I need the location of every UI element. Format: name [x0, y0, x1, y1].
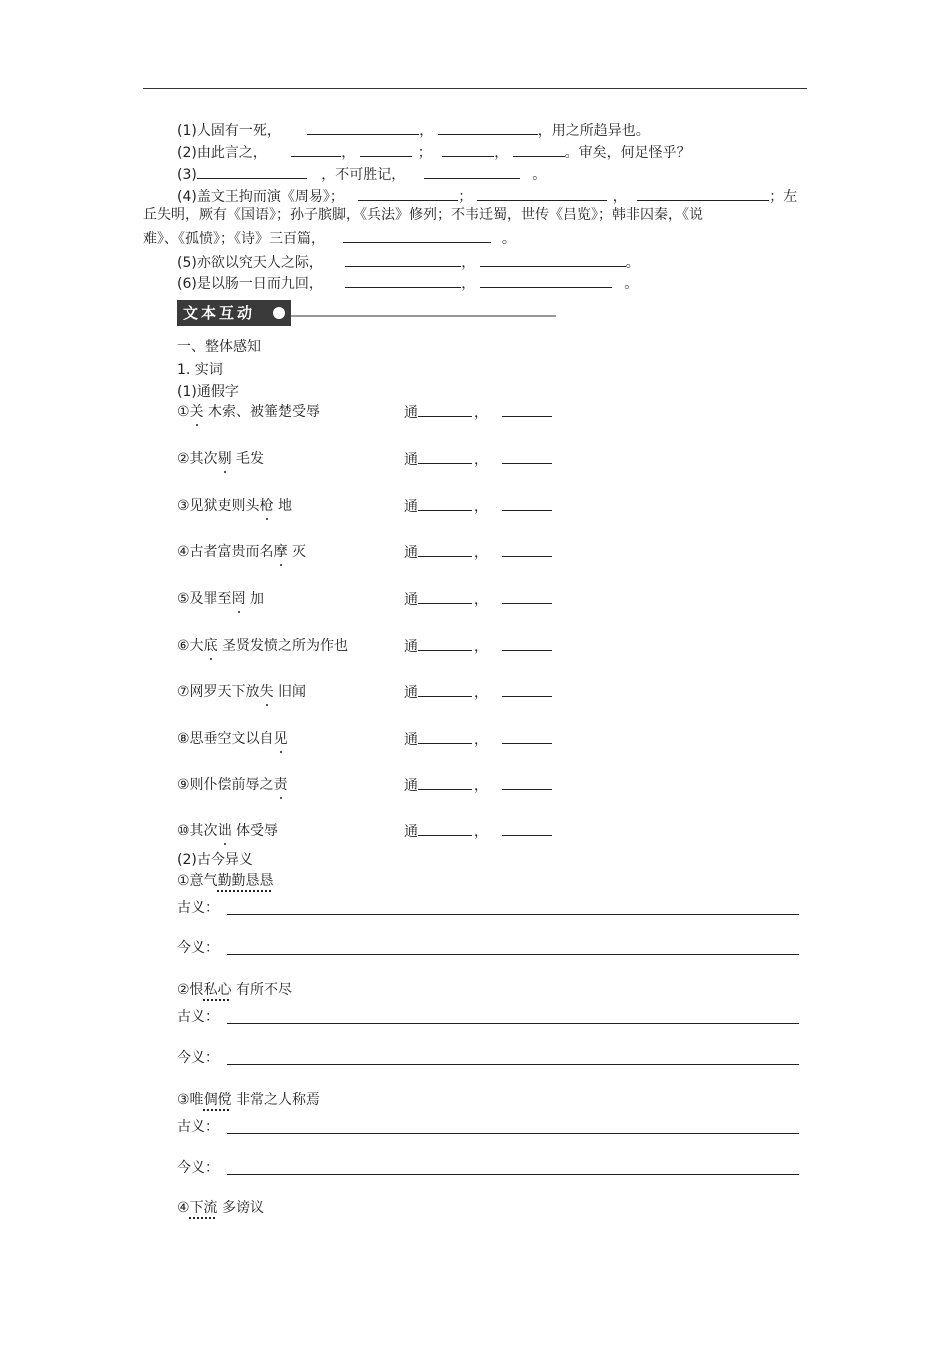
tongjia-item: [177, 729, 288, 749]
gu-label: 古义：: [177, 900, 219, 916]
jin-label: 今义：: [177, 940, 219, 956]
blank[interactable]: [418, 402, 472, 417]
tong-label: 通: [404, 452, 418, 468]
blank[interactable]: [345, 252, 461, 267]
answer-line[interactable]: [227, 953, 799, 955]
tong-answer: [404, 682, 552, 703]
fill-line-5: (5)亦欲以究天人之际， ， 。: [177, 252, 640, 273]
tong-label: 通: [404, 405, 418, 421]
blank[interactable]: [513, 142, 565, 157]
item-text: 多谤议: [217, 1200, 265, 1216]
tong-label: 通: [404, 685, 418, 701]
item-text: ⑨则仆偿前辱之: [177, 777, 274, 793]
blank[interactable]: [418, 636, 472, 651]
item-text: 毛发: [231, 451, 265, 467]
tong-label: 通: [404, 592, 418, 608]
item-text: 加: [245, 591, 265, 607]
tong-answer: [404, 729, 552, 750]
tong-label: 通: [404, 778, 418, 794]
item-text: ②恨: [177, 982, 204, 998]
item-text: 木索、被箠楚受辱: [203, 404, 321, 420]
tongjia-item: [177, 449, 264, 469]
comma: ，: [474, 639, 488, 655]
tong-answer: [404, 589, 552, 610]
item-text: 旧闻: [273, 684, 307, 700]
dotted-word: 倜傥: [203, 1092, 232, 1108]
tongjia-item: [177, 402, 320, 422]
fill-line-4: (4)盖文王拘而演《周易》； ； ， ；左: [177, 186, 797, 207]
fill-line-2: (2)由此言之， ， ； ， 。审矣，何足怪乎？: [177, 142, 691, 163]
item-text: ③见狱吏则头: [177, 498, 260, 514]
blank[interactable]: [502, 729, 552, 744]
answer-line[interactable]: [227, 1173, 799, 1175]
jin-label: 今义：: [177, 1160, 219, 1176]
blank[interactable]: [502, 821, 552, 836]
item-text: ⑦网罗天下放: [177, 684, 260, 700]
blank[interactable]: [442, 142, 494, 157]
answer-line[interactable]: [227, 913, 799, 915]
comma: ，: [474, 732, 488, 748]
subheading-gujin: (2)古今异义: [177, 852, 253, 868]
blank[interactable]: [418, 589, 472, 604]
banner-title: 文本互动: [177, 300, 291, 326]
fill-line-6: (6)是以肠一日而九回， ， 。: [177, 273, 638, 294]
blank[interactable]: [502, 496, 552, 511]
dotted-char: 失: [259, 684, 274, 700]
comma: ，: [474, 824, 488, 840]
tong-answer: [404, 402, 552, 423]
gujin-item: [177, 1090, 320, 1110]
tongjia-item: [177, 775, 288, 795]
comma: ，: [474, 592, 488, 608]
item-text: ④: [177, 1200, 190, 1216]
comma: ，: [474, 405, 488, 421]
blank[interactable]: [345, 273, 461, 288]
section-heading: 一、整体感知: [177, 339, 261, 355]
tongjia-item: [177, 682, 306, 702]
answer-line[interactable]: [227, 1132, 799, 1134]
item-text: 体受辱: [231, 823, 279, 839]
tong-label: 通: [404, 545, 418, 561]
tongjia-item: [177, 636, 348, 656]
item-text: ④古者富贵而名: [177, 544, 274, 560]
blank[interactable]: [502, 682, 552, 697]
item-text: ⑩其次: [177, 823, 218, 839]
item-text: ①意气: [177, 873, 218, 889]
blank[interactable]: [360, 142, 412, 157]
item-text: 灭: [287, 544, 307, 560]
subheading-tongjia: (1)通假字: [177, 384, 239, 400]
dotted-char: 枪: [259, 498, 274, 514]
blank[interactable]: [502, 542, 552, 557]
blank[interactable]: [418, 682, 472, 697]
item-text: ③唯: [177, 1092, 204, 1108]
item-text: 圣贤发愤之所为作也: [217, 638, 349, 654]
blank[interactable]: [502, 589, 552, 604]
dotted-word: 下流: [189, 1200, 218, 1216]
blank[interactable]: [418, 775, 472, 790]
answer-line[interactable]: [227, 1063, 799, 1065]
dotted-char: 诎: [217, 823, 232, 839]
tong-answer: [404, 821, 552, 842]
blank[interactable]: [197, 164, 307, 179]
dotted-char: 底: [203, 638, 218, 654]
fill-line-4-cont: 丘失明，厥有《国语》；孙子膑脚，《兵法》修列；不韦迁蜀，世传《吕览》；韩非囚秦，《说: [143, 207, 703, 223]
blank[interactable]: [502, 636, 552, 651]
dotted-char: 责: [273, 777, 288, 793]
item-text: 地: [273, 498, 293, 514]
blank[interactable]: [480, 273, 612, 288]
banner-rule: [291, 315, 556, 317]
dotted-char: 关: [189, 404, 204, 420]
item-text: ⑥大: [177, 638, 204, 654]
blank[interactable]: [477, 186, 607, 201]
gujin-item: [177, 871, 274, 891]
tong-label: 通: [404, 639, 418, 655]
gujin-item: [177, 1198, 264, 1218]
tongjia-item: [177, 821, 278, 841]
dotted-char: 摩: [273, 544, 288, 560]
blank[interactable]: [343, 228, 491, 243]
blank[interactable]: [418, 821, 472, 836]
dotted-char: 见: [273, 731, 288, 747]
item-text: ⑤及罪至: [177, 591, 232, 607]
dotted-char: 剔: [217, 451, 232, 467]
tong-answer: [404, 542, 552, 563]
tong-answer: [404, 449, 552, 470]
fill-line-4-end: 难》、《孤愤》；《诗》三百篇， 。: [143, 228, 516, 249]
item-text: ⑧思垂空文以自: [177, 731, 274, 747]
tongjia-item: [177, 589, 264, 609]
comma: ，: [474, 685, 488, 701]
header-rule: [143, 88, 807, 89]
jin-label: 今义：: [177, 1050, 219, 1066]
blank[interactable]: [418, 729, 472, 744]
tong-label: 通: [404, 824, 418, 840]
comma: ，: [474, 545, 488, 561]
item-text: ①: [177, 404, 190, 420]
comma: ，: [474, 499, 488, 515]
blank[interactable]: [291, 142, 341, 157]
comma: ，: [474, 452, 488, 468]
fill-line-3: (3) ，不可胜记， 。: [177, 164, 546, 185]
tong-answer: [404, 636, 552, 657]
tong-answer: [404, 775, 552, 796]
answer-line[interactable]: [227, 1022, 799, 1024]
blank[interactable]: [358, 186, 458, 201]
item-text: 非常之人称焉: [231, 1092, 321, 1108]
comma: ，: [474, 778, 488, 794]
blank[interactable]: [438, 120, 538, 135]
blank[interactable]: [502, 449, 552, 464]
blank[interactable]: [418, 496, 472, 511]
blank[interactable]: [502, 775, 552, 790]
blank[interactable]: [480, 252, 626, 267]
blank[interactable]: [502, 402, 552, 417]
item-text: 有所不尽: [231, 982, 293, 998]
gu-label: 古义：: [177, 1119, 219, 1135]
item-text: ②其次: [177, 451, 218, 467]
dotted-char: 罔: [231, 591, 246, 607]
tongjia-item: [177, 496, 292, 516]
tong-label: 通: [404, 499, 418, 515]
tong-answer: [404, 496, 552, 517]
gujin-item: [177, 980, 292, 1000]
blank[interactable]: [418, 542, 472, 557]
dotted-word: 勤勤恳恳: [217, 873, 274, 889]
blank[interactable]: [637, 186, 769, 201]
gu-label: 古义：: [177, 1009, 219, 1025]
blank[interactable]: [424, 164, 520, 179]
dotted-word: 私心: [203, 982, 232, 998]
blank[interactable]: [307, 120, 419, 135]
blank[interactable]: [418, 449, 472, 464]
tong-label: 通: [404, 732, 418, 748]
tongjia-item: [177, 542, 306, 562]
circle-icon: [273, 307, 285, 319]
subheading-shici: 1. 实词: [177, 362, 223, 378]
fill-line-1: (1)人固有一死， ， ，用之所趋异也。: [177, 120, 650, 141]
